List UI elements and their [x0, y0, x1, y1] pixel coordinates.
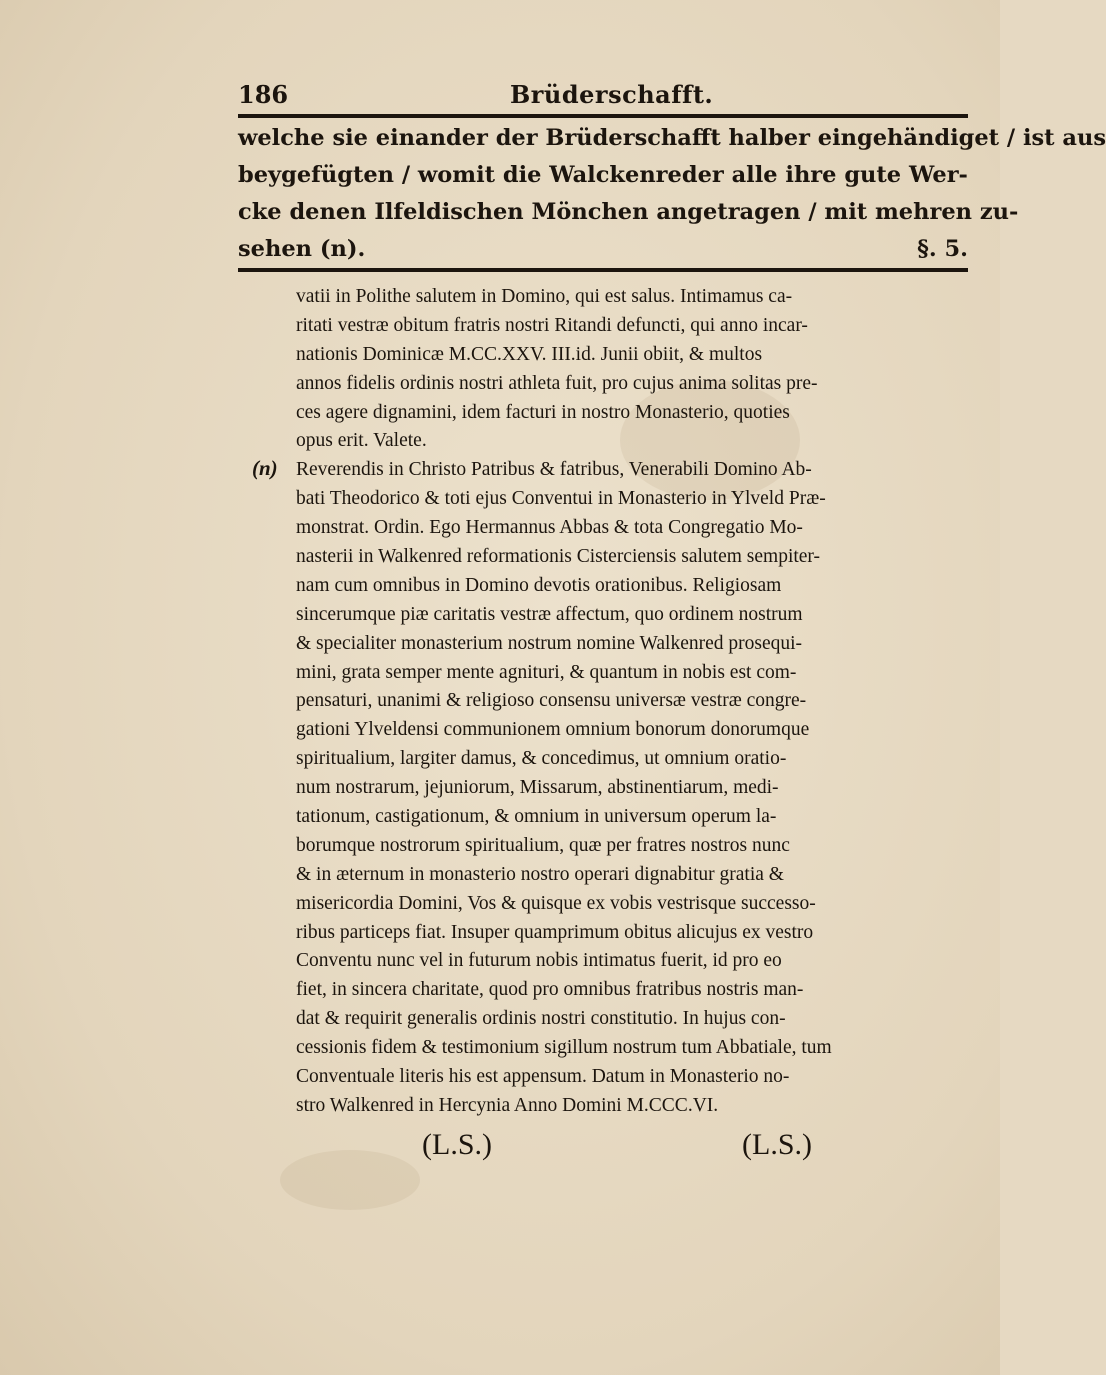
latin-line: ribus particeps fiat. Insuper quamprimum obitus alicujus ex vestro	[296, 921, 814, 943]
footnote-rule	[238, 268, 968, 272]
latin-line: nationis Dominicæ M.CC.XXV. III.id. Junii obiit, & multos	[296, 343, 763, 365]
latin-line: fiet, in sincera charitate, quod pro omnibus fratribus nostris man-	[296, 979, 804, 1001]
page-header	[238, 80, 968, 116]
german-paragraph	[238, 120, 1106, 268]
page-number: 186	[238, 80, 289, 109]
latin-line: mini, grata semper mente agnituri, & quantum in nobis est com-	[296, 661, 797, 683]
latin-line: ces agere dignamini, idem facturi in nostro Monasterio, quoties	[296, 401, 790, 423]
running-title: Brüderschafft.	[510, 80, 714, 109]
latin-line: vatii in Polithe salutem in Domino, qui est salus. Intimamus ca-	[296, 286, 793, 307]
paper-stain	[280, 1150, 420, 1210]
latin-line: bati Theodorico & toti ejus Conventui in Monasterio in Ylveld Præ-	[296, 488, 826, 510]
header-rule	[238, 114, 968, 118]
latin-line: opus erit. Valete.	[296, 430, 427, 452]
latin-line: Reverendis in Christo Patribus & fatribus, Venerabili Domino Ab-	[296, 459, 812, 481]
latin-line: spiritualium, largiter damus, & concedimus, ut omnium oratio-	[296, 748, 787, 770]
german-line: cke denen Ilfeldischen Mönchen angetragen / mit mehren zu-	[238, 199, 1019, 225]
seal-mark: (L.S.)	[422, 1128, 492, 1161]
latin-line: dat & requirit generalis ordinis nostri constitutio. In hujus con-	[296, 1008, 786, 1030]
latin-line: cessionis fidem & testimonium sigillum nostrum tum Abbatiale, tum	[296, 1037, 832, 1059]
german-line: welche sie einander der Brüderschafft halber eingehändiget / ist aus	[238, 125, 1106, 151]
latin-line: pensaturi, unanimi & religioso consensu universæ vestræ congre-	[296, 690, 807, 712]
latin-line: borumque nostrorum spiritualium, quæ per fratres nostros nunc	[296, 834, 790, 856]
latin-line: nasterii in Walkenred reformationis Cisterciensis salutem sempiter-	[296, 546, 821, 568]
latin-line: sincerumque piæ caritatis vestræ affectum, quo ordinem nostrum	[296, 603, 803, 625]
catchword: §. 5.	[917, 236, 968, 262]
latin-line: num nostrarum, jejuniorum, Missarum, abstinentiarum, medi-	[296, 777, 779, 799]
german-line: beygefügten / womit die Walckenreder alle ihre gute Wer-	[238, 162, 968, 188]
latin-line: misericordia Domini, Vos & quisque ex vobis vestrisque successo-	[296, 892, 816, 914]
latin-line: & in æternum in monasterio nostro operari dignabitur gratia &	[296, 863, 784, 885]
latin-line: monstrat. Ordin. Ego Hermannus Abbas & tota Congregatio Mo-	[296, 517, 803, 539]
seal-mark: (L.S.)	[742, 1128, 812, 1161]
latin-footnotes	[296, 283, 966, 1121]
german-line: sehen (n).	[238, 236, 366, 262]
latin-line: nam cum omnibus in Domino devotis orationibus. Religiosam	[296, 574, 782, 596]
latin-line: & specialiter monasterium nostrum nomine Walkenred prosequi-	[296, 632, 803, 654]
latin-line: Conventuale literis his est appensum. Datum in Monasterio no-	[296, 1066, 790, 1088]
latin-line: tationum, castigationum, & omnium in universum operum la-	[296, 806, 777, 828]
latin-line: ritati vestræ obitum fratris nostri Ritandi defuncti, qui anno incar-	[296, 314, 808, 336]
latin-line: stro Walkenred in Hercynia Anno Domini M.CCC.VI.	[296, 1094, 719, 1116]
latin-line: gationi Ylveldensi communionem omnium bonorum donorumque	[296, 719, 810, 741]
german-last-line	[238, 231, 968, 268]
latin-line: annos fidelis ordinis nostri athleta fuit, pro cujus anima solitas pre-	[296, 372, 818, 394]
latin-line: Conventu nunc vel in futurum nobis intimatus fuerit, id pro eo	[296, 950, 782, 972]
footnote-marker: (n)	[252, 456, 278, 480]
